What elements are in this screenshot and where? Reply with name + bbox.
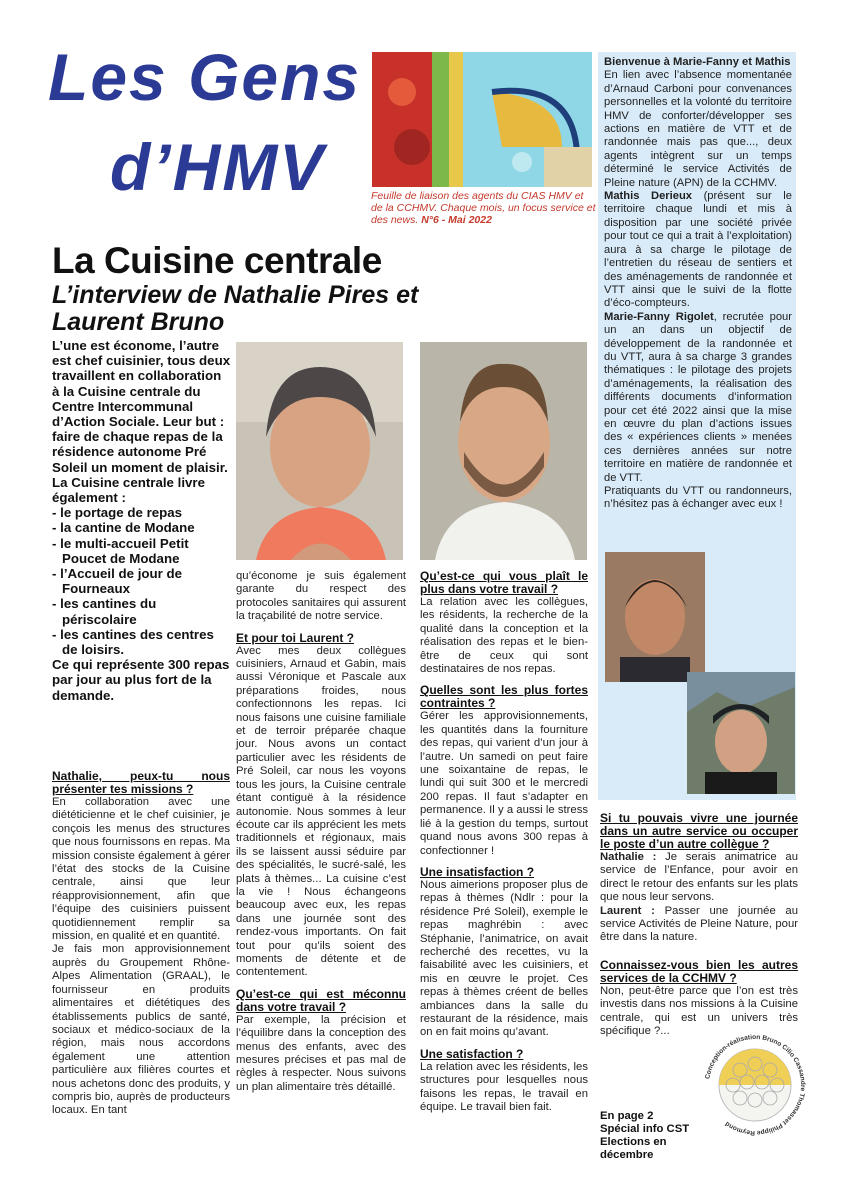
column-1 — [52, 770, 230, 1118]
list-item: - la cantine de Modane — [52, 520, 195, 536]
question-satisfaction: Une satisfaction ? — [420, 1046, 524, 1061]
footer-line-2: Spécial info CST — [600, 1123, 690, 1135]
mosaic-graphic — [372, 52, 592, 187]
sidebar-paragraph-2: (présent sur le territoire chaque lundi et mis à disposition par une société privée pour tout ce qui a trait à l’exploitation) aura à sa charge le pilotage de l’entretien du réseau de sentiers et des aménagements de randonnée et VTT ainsi que le suivi de la flotte d’éco-compteurs. — [604, 190, 792, 310]
list-item: - le portage de repas — [52, 505, 183, 521]
answer-name-laurent: Laurent : — [600, 904, 655, 917]
masthead — [40, 42, 370, 232]
column-3 — [420, 570, 588, 1114]
list-item: - les cantines du périscolaire — [52, 596, 157, 627]
sidebar-name-2: Marie-Fanny Rigolet — [604, 310, 714, 323]
sidebar-paragraph-1: En lien avec l’absence momentanée d’Arnaud Carboni pour convenances personnelles et la volonté du territoire HMV de conforter/développer ses actions en matière de VTT et de randonnée mais pas que..., deux agents intègrent sur un temps déterminé le service Activités de Pleine nature (APN) de la CCHMV. — [604, 69, 792, 189]
masthead-line1: Les Gens — [48, 40, 362, 114]
sidebar-text — [604, 56, 792, 512]
sidebar-paragraph-4: Pratiquants du VTT ou randonneurs, n’hésitez pas à échanger avec eux ! — [604, 485, 792, 511]
photo-nathalie — [236, 342, 403, 560]
intro-paragraph: L’une est économe, l’autre est chef cuisinier, tous deux travaillent en collaboration à la Cuisine centrale du Centre Intercommunal d’Action Sociale. Leur but : faire de chaque repas de la résidence autonome Pré Soleil un moment de plaisir. — [52, 338, 231, 475]
question-plait: Qu’est-ce qui vous plaît le plus dans votre travail ? — [420, 569, 588, 596]
sidebar-name-1: Mathis Derieux — [604, 190, 693, 203]
tagline-text: Feuille de liaison des agents du CIAS HMV et de la CCHMV. Chaque mois, un focus service et des news. — [371, 190, 596, 226]
column-2 — [236, 570, 406, 1094]
question-cchmv: Connaissez-vous bien les autres services de la CCHMV ? — [600, 957, 798, 985]
question-meconnu: Qu’est-ce qui est méconnu dans votre travail ? — [236, 986, 406, 1014]
credit-text: Conception-réalisation Bruno Cilio Cassandre Thomasset Philippe Reymond — [704, 1033, 807, 1137]
answer-cchmv: Non, peut-être parce que l’on est très investis dans nos missions à la Cuisine centrale, qui est un univers très spécifique ?... — [600, 984, 798, 1038]
article-title: La Cuisine centrale — [52, 240, 382, 281]
answer-laurent-service: Passer une journée au service Activités de Pleine Nature, pour être dans la nature. — [600, 904, 798, 944]
column-4 — [600, 812, 798, 1038]
intro-list-heading: La Cuisine centrale livre également : — [52, 474, 205, 506]
mosaic-image — [372, 52, 592, 187]
photo-laurent — [420, 342, 587, 560]
article-subtitle: L’interview de Nathalie Pires et Laurent Bruno — [52, 281, 419, 336]
question-contraintes: Quelles sont les plus fortes contraintes ? — [420, 683, 588, 711]
list-item: - les cantines des centres de loisirs. — [52, 626, 214, 658]
page-footer — [600, 1110, 720, 1162]
photo-marie-fanny — [605, 552, 705, 682]
list-item: - le multi-accueil Petit Poucet de Modane — [52, 535, 189, 566]
sidebar-heading: Bienvenue à Marie-Fanny et Mathis — [604, 56, 791, 68]
answer-plait: La relation avec les collègues, les résidents, la recherche de la qualité dans la conception et la réalisation des repas et le bien-être de ceux qui sont destinataires de nos repas. — [420, 596, 588, 676]
answer-nathalie: Je serais animatrice au service de l’Enfance, pour avoir en direct le retour des enfants sur les plats que nous leur servons. — [600, 851, 798, 904]
photo-mathis — [687, 672, 795, 794]
question-insatisfaction: Une insatisfaction ? — [420, 864, 535, 879]
footer-line-3: Elections en décembre — [600, 1136, 667, 1161]
answer-name-nathalie: Nathalie : — [600, 851, 657, 863]
question-autre-service: Si tu pouvais vivre une journée dans un autre service ou occuper le poste d’un autre collègue ? — [600, 811, 798, 851]
article-intro — [52, 338, 232, 703]
intro-outro: Ce qui représente 300 repas par jour au plus fort de la demande. — [52, 657, 230, 703]
delivery-list — [52, 505, 232, 657]
answer-contraintes: Gérer les approvisionnements, les quantités dans la fourniture des repas, qui varient d’un jour à l’autre. Un samedi on peut faire une soixantaine de repas, le lundi qui suit 300 et le mercredi 200 repas. Il faut s’adapter en permanence. Il y a aussi le stress lié à la gestion du temps, surtout quand nous avons 300 repas à confectionner ! — [420, 710, 588, 857]
answer-missions-cont: qu’économe je suis également garante du respect des protocoles sanitaires qui assurent la traçabilité de notre service. — [236, 570, 406, 623]
list-item: - l’Accueil de jour de Fourneaux — [52, 566, 183, 597]
answer-laurent: Avec mes deux collègues cuisiniers, Arnaud et Gabin, mais aussi Véronique et Pascale aux préparations froides, nous confectionnons les repas. Ici nous faisons une cuisine familiale et de terroir préparée chaque jour. Nous avons un contact particulier avec les résidents de Pré Soleil, car nous les voyons tous les jours, la Cuisine centrale étant contiguë à la résidence autonomie. Nous sommes à leur écoute car ils apprécient les mets traditionnels et régionaux, mais ils se laissent aussi séduire par des spécialités, le sucré-salé, les plats à thèmes... La cuisine c’est la vie ! Nous échangeons beaucoup avec eux, les repas dans une journée sont des rendez-vous importants. On fait tout pour qu’ils soient des moments de détente et de contentement. — [236, 644, 406, 979]
answer-insatisfaction: Nous aimerions proposer plus de repas à thèmes (Ndlr : pour la résidence Pré Soleil), exemple le repas maghrébin : avec Stéphanie, l’animatrice, on avait recherché des recettes, vu la faisabilité avec les cuisiniers, et mis en œuvre le projet. Ces repas à thèmes créent de belles ambiances dans la salle du restaurant de la résidence, mais on en fait moins qu’avant. — [420, 878, 588, 1039]
issue-number: N°6 - Mai 2022 — [421, 214, 492, 226]
answer-missions-2: Je fais mon approvisionnement auprès du Groupement Rhône-Alpes Alimentation (GRAAL), le fournisseur en produits alimentaires et diététiques des établissements publics de santé, sociaux et médico-sociaux de la région, mais nous accordons également une attention particulière aux filières courtes et nous achetons donc des produits, y compris bio, auprès de producteurs locaux. En tant — [52, 943, 230, 1117]
answer-satisfaction: La relation avec les résidents, les structures pour lesquelles nous faisons les repas, le travail en équipe. Le travail bien fait. — [420, 1060, 588, 1113]
masthead-line2: d’HMV — [110, 130, 326, 204]
answer-missions-1: En collaboration avec une diététicienne et le chef cuisinier, je conçois les menus des structures que nous fournissons en repas. Ma mission consiste également à gérer l’état des stocks de la Cuisine centrale, ainsi que leur réapprovisionnement, afin que l’équipe des cuisiniers puissent quotidiennement remplir sa mission, en qualité et en quantité. — [52, 796, 230, 943]
question-laurent: Et pour toi Laurent ? — [236, 630, 354, 645]
question-missions: Nathalie, peux-tu nous présenter tes missions ? — [52, 769, 230, 796]
footer-line-1: En page 2 — [600, 1110, 654, 1122]
sidebar-paragraph-3: , recrutée pour un an dans un objectif de développement de la randonnée et du VTT, aura à sa charge 3 grandes thématiques : le pilotage des projets d’aménagements, la réalisation des différents documents d’information pour cet été 2022 ainsi que la mise en œuvre du plan d’actions issues des « expériences clients » menées ces dernières années sur notre territoire en matière de randonnée et de VTT. — [604, 310, 792, 484]
tagline — [371, 190, 596, 226]
answer-meconnu: Par exemple, la précision et l’équilibre dans la conception des menus des enfants, avec des mesures précises et pas mal de règles à respecter. Nous suivons un plan alimentaire très détaillé. — [236, 1013, 406, 1093]
